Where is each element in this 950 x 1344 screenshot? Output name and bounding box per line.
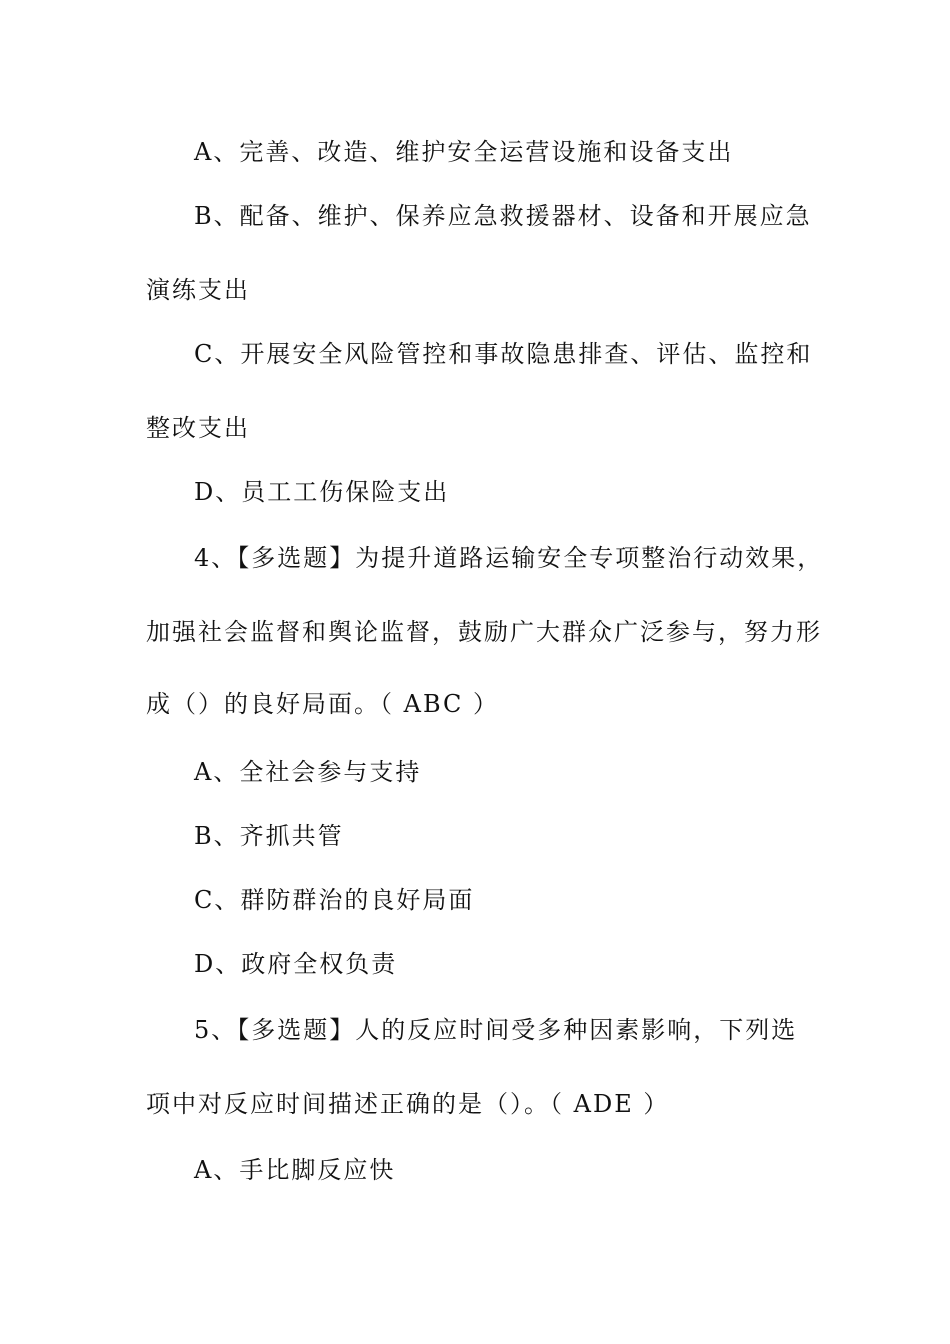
option-3c: C、开展安全风险管控和事故隐患排查、评估、监控和 [194, 340, 813, 368]
option-4b: B、齐抓共管 [194, 822, 344, 850]
question-4-line-2: 加强社会监督和舆论监督，鼓励广大群众广泛参与，努力形 [146, 618, 822, 646]
question-4-line-3-answer: 成（）的良好局面。（ ABC ） [146, 690, 500, 718]
option-3c-continuation: 整改支出 [146, 414, 250, 442]
option-4a: A、全社会参与支持 [194, 758, 422, 786]
option-3a: A、完善、改造、维护安全运营设施和设备支出 [194, 138, 734, 166]
option-3b: B、配备、维护、保养应急救援器材、设备和开展应急 [194, 202, 812, 230]
option-3b-continuation: 演练支出 [146, 276, 250, 304]
question-5: 5、【多选题】人的反应时间受多种因素影响，下列选 [194, 1016, 798, 1044]
question-5-line-2-answer: 项中对反应时间描述正确的是（）。（ ADE ） [146, 1090, 670, 1118]
option-4c: C、群防群治的良好局面 [194, 886, 475, 914]
option-4d: D、政府全权负责 [194, 950, 398, 978]
option-3d: D、员工工伤保险支出 [194, 478, 450, 506]
question-4: 4、【多选题】为提升道路运输安全专项整治行动效果， [194, 544, 824, 572]
option-5a: A、手比脚反应快 [194, 1156, 396, 1184]
